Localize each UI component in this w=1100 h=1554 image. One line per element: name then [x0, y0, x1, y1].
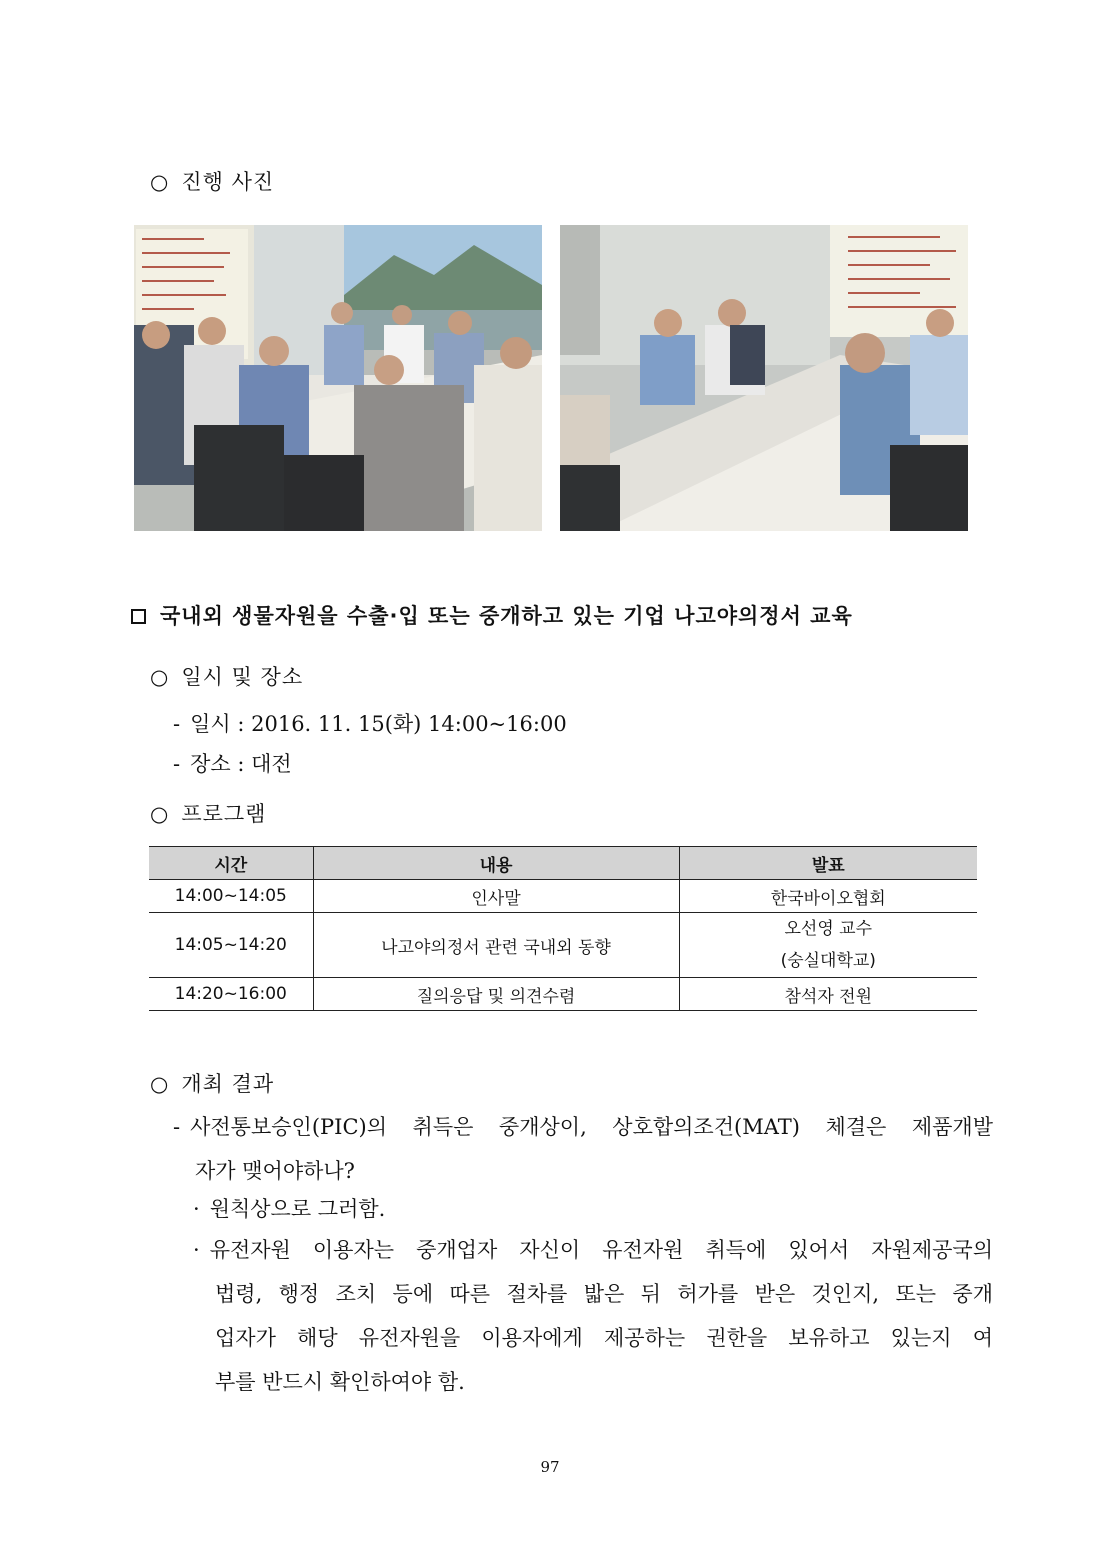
meeting-photo-1 — [134, 225, 542, 531]
row-time: 14:20~16:00 — [149, 978, 313, 1011]
table-row — [149, 880, 977, 913]
meeting-photo-1-image — [134, 225, 542, 531]
row-content: 질의응답 및 의견수렴 — [313, 978, 679, 1011]
section-title: 국내외 생물자원을 수출·입 또는 중개하고 있는 기업 나고야의정서 교육 — [160, 604, 853, 628]
circle-bullet: ○ — [150, 802, 170, 826]
meeting-photo-2 — [560, 225, 968, 531]
program-heading — [150, 798, 266, 828]
circle-bullet: ○ — [150, 170, 170, 194]
results-question: - 사전통보승인(PIC)의 취득은 중개상이, 상호합의조건(MAT) 체결은 제품개발 자가 맺어야하나? — [173, 1115, 993, 1183]
schedule-title: 일시 및 장소 — [181, 665, 304, 689]
circle-bullet: ○ — [150, 1072, 170, 1096]
row-presenter: 한국바이오협회 — [679, 880, 977, 913]
table-row — [149, 913, 977, 978]
photo-section-heading — [150, 166, 274, 196]
header-content: 내용 — [313, 847, 679, 880]
photo-section-title: 진행 사진 — [181, 170, 275, 194]
results-title: 개최 결과 — [181, 1072, 275, 1096]
circle-bullet: ○ — [150, 665, 170, 689]
row-content: 나고야의정서 관련 국내외 동향 — [313, 913, 679, 978]
program-table — [149, 846, 977, 1011]
row-time: 14:00~14:05 — [149, 880, 313, 913]
table-header-row — [149, 847, 977, 880]
schedule-item-place: - 장소 : 대전 — [173, 752, 292, 776]
program-title: 프로그램 — [181, 802, 267, 826]
meeting-photo-2-image — [560, 225, 968, 531]
results-answer-1: · 원칙상으로 그러함. — [193, 1197, 386, 1221]
row-presenter: 참석자 전원 — [679, 978, 977, 1011]
square-bullet-icon — [131, 609, 146, 624]
row-content: 인사말 — [313, 880, 679, 913]
page-number: 97 — [540, 1458, 560, 1476]
table-row — [149, 978, 977, 1011]
results-answer-2: · 유전자원 이용자는 중개업자 자신이 유전자원 취득에 있어서 자원제공국의 법령, 행정 조치 등에 따른 절차를 밟은 뒤 허가를 받은 것인지, 또는 중개 업자가 해당 유전자원을 이용자에게 제공하는 권한을 보유하고 있는지 여 부를 반드시 확인하여야 함. — [193, 1238, 993, 1394]
row-time: 14:05~14:20 — [149, 913, 313, 978]
section-heading — [131, 600, 853, 630]
row-presenter: 오선영 교수 (숭실대학교) — [679, 913, 977, 978]
header-time: 시간 — [149, 847, 313, 880]
results-heading — [150, 1068, 274, 1098]
header-presenter: 발표 — [679, 847, 977, 880]
schedule-item-date: - 일시 : 2016. 11. 15(화) 14:00~16:00 — [173, 712, 567, 736]
schedule-heading — [150, 661, 303, 691]
